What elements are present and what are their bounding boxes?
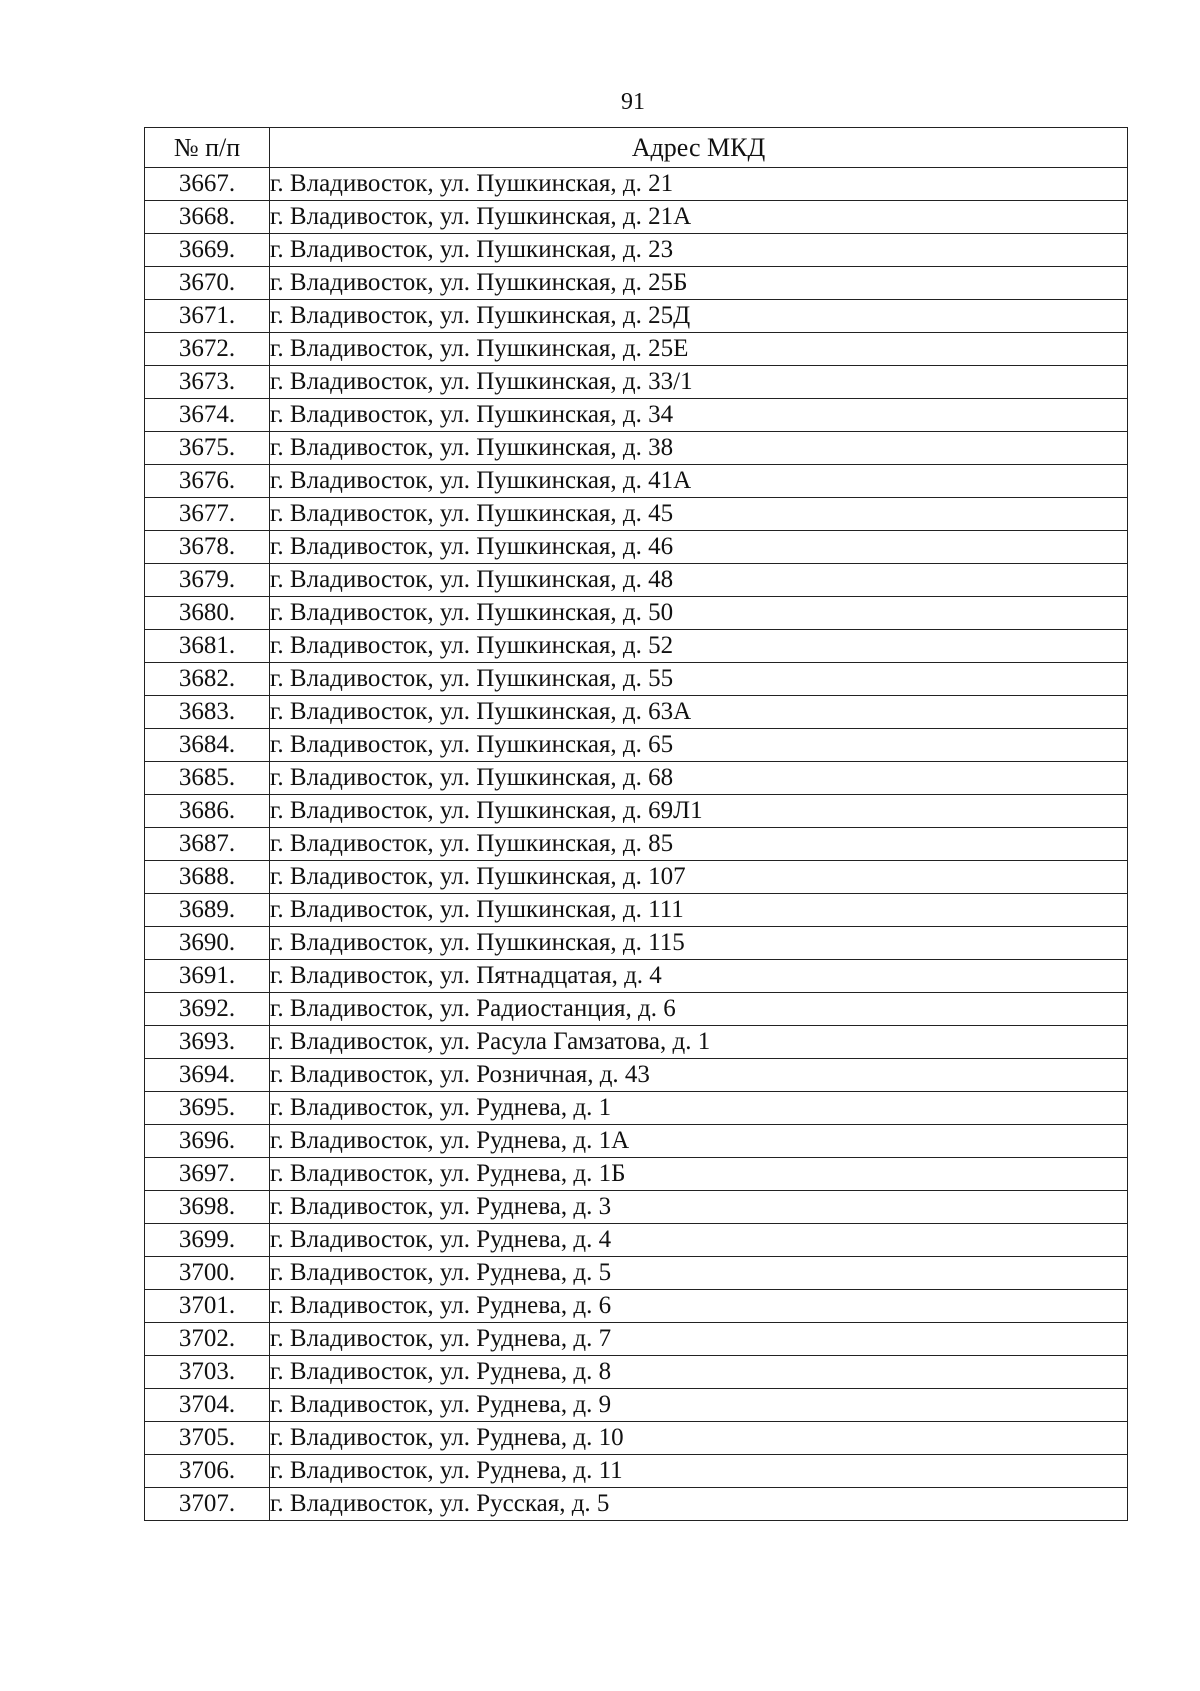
table-row <box>145 201 1128 234</box>
table-row <box>145 564 1128 597</box>
table-row <box>145 663 1128 696</box>
row-address: г. Владивосток, ул. Пушкинская, д. 65 <box>270 729 1128 762</box>
table-row <box>145 1158 1128 1191</box>
row-address: г. Владивосток, ул. Пушкинская, д. 50 <box>270 597 1128 630</box>
row-address: г. Владивосток, ул. Пушкинская, д. 85 <box>270 828 1128 861</box>
table-row <box>145 1125 1128 1158</box>
row-address: г. Владивосток, ул. Пушкинская, д. 25Е <box>270 333 1128 366</box>
table-row <box>145 465 1128 498</box>
table-row <box>145 1257 1128 1290</box>
row-address: г. Владивосток, ул. Руднева, д. 1Б <box>270 1158 1128 1191</box>
row-number: 3678. <box>145 531 270 564</box>
row-address: г. Владивосток, ул. Пушкинская, д. 46 <box>270 531 1128 564</box>
table-row <box>145 1455 1128 1488</box>
table-row <box>145 1323 1128 1356</box>
row-number: 3680. <box>145 597 270 630</box>
row-number: 3682. <box>145 663 270 696</box>
row-number: 3704. <box>145 1389 270 1422</box>
header-address: Адрес МКД <box>270 128 1128 168</box>
row-address: г. Владивосток, ул. Расула Гамзатова, д. 1 <box>270 1026 1128 1059</box>
table-row <box>145 993 1128 1026</box>
table-row <box>145 795 1128 828</box>
row-number: 3705. <box>145 1422 270 1455</box>
row-address: г. Владивосток, ул. Розничная, д. 43 <box>270 1059 1128 1092</box>
row-address: г. Владивосток, ул. Пушкинская, д. 21 <box>270 168 1128 201</box>
row-number: 3706. <box>145 1455 270 1488</box>
table-row <box>145 1191 1128 1224</box>
table-row <box>145 927 1128 960</box>
table-header-row <box>145 128 1128 168</box>
row-address: г. Владивосток, ул. Пушкинская, д. 48 <box>270 564 1128 597</box>
table-row <box>145 1290 1128 1323</box>
row-number: 3688. <box>145 861 270 894</box>
row-number: 3674. <box>145 399 270 432</box>
row-number: 3683. <box>145 696 270 729</box>
row-address: г. Владивосток, ул. Пушкинская, д. 69Л1 <box>270 795 1128 828</box>
row-address: г. Владивосток, ул. Руднева, д. 7 <box>270 1323 1128 1356</box>
row-number: 3701. <box>145 1290 270 1323</box>
row-number: 3692. <box>145 993 270 1026</box>
row-address: г. Владивосток, ул. Пушкинская, д. 55 <box>270 663 1128 696</box>
header-row-number: № п/п <box>145 128 270 168</box>
row-address: г. Владивосток, ул. Пушкинская, д. 111 <box>270 894 1128 927</box>
row-address: г. Владивосток, ул. Пятнадцатая, д. 4 <box>270 960 1128 993</box>
row-address: г. Владивосток, ул. Пушкинская, д. 45 <box>270 498 1128 531</box>
row-number: 3700. <box>145 1257 270 1290</box>
row-address: г. Владивосток, ул. Пушкинская, д. 63А <box>270 696 1128 729</box>
row-address: г. Владивосток, ул. Пушкинская, д. 107 <box>270 861 1128 894</box>
table-row <box>145 531 1128 564</box>
row-number: 3672. <box>145 333 270 366</box>
row-address: г. Владивосток, ул. Пушкинская, д. 41А <box>270 465 1128 498</box>
page-number: 91 <box>621 89 645 115</box>
table-row <box>145 1026 1128 1059</box>
row-address: г. Владивосток, ул. Руднева, д. 5 <box>270 1257 1128 1290</box>
row-address: г. Владивосток, ул. Пушкинская, д. 68 <box>270 762 1128 795</box>
row-number: 3696. <box>145 1125 270 1158</box>
row-number: 3679. <box>145 564 270 597</box>
row-address: г. Владивосток, ул. Пушкинская, д. 52 <box>270 630 1128 663</box>
table-row <box>145 432 1128 465</box>
row-address: г. Владивосток, ул. Русская, д. 5 <box>270 1488 1128 1521</box>
row-address: г. Владивосток, ул. Руднева, д. 6 <box>270 1290 1128 1323</box>
row-address: г. Владивосток, ул. Руднева, д. 10 <box>270 1422 1128 1455</box>
row-address: г. Владивосток, ул. Руднева, д. 9 <box>270 1389 1128 1422</box>
table-row <box>145 168 1128 201</box>
row-number: 3702. <box>145 1323 270 1356</box>
table-row <box>145 894 1128 927</box>
row-number: 3703. <box>145 1356 270 1389</box>
row-address: г. Владивосток, ул. Пушкинская, д. 21А <box>270 201 1128 234</box>
row-address: г. Владивосток, ул. Руднева, д. 11 <box>270 1455 1128 1488</box>
table-row <box>145 1389 1128 1422</box>
row-address: г. Владивосток, ул. Пушкинская, д. 25Б <box>270 267 1128 300</box>
row-number: 3676. <box>145 465 270 498</box>
table-row <box>145 597 1128 630</box>
row-number: 3687. <box>145 828 270 861</box>
row-number: 3677. <box>145 498 270 531</box>
row-address: г. Владивосток, ул. Пушкинская, д. 25Д <box>270 300 1128 333</box>
table-row <box>145 960 1128 993</box>
row-address: г. Владивосток, ул. Пушкинская, д. 23 <box>270 234 1128 267</box>
row-number: 3698. <box>145 1191 270 1224</box>
table-row <box>145 1092 1128 1125</box>
row-address: г. Владивосток, ул. Руднева, д. 3 <box>270 1191 1128 1224</box>
table-row <box>145 861 1128 894</box>
row-number: 3699. <box>145 1224 270 1257</box>
row-number: 3691. <box>145 960 270 993</box>
table-row <box>145 762 1128 795</box>
table-row <box>145 696 1128 729</box>
table-row <box>145 1224 1128 1257</box>
row-address: г. Владивосток, ул. Пушкинская, д. 115 <box>270 927 1128 960</box>
table-row <box>145 399 1128 432</box>
row-number: 3671. <box>145 300 270 333</box>
row-address: г. Владивосток, ул. Пушкинская, д. 33/1 <box>270 366 1128 399</box>
row-number: 3685. <box>145 762 270 795</box>
table-row <box>145 1422 1128 1455</box>
row-address: г. Владивосток, ул. Пушкинская, д. 34 <box>270 399 1128 432</box>
table-row <box>145 630 1128 663</box>
table-row <box>145 234 1128 267</box>
row-number: 3693. <box>145 1026 270 1059</box>
table-row <box>145 1488 1128 1521</box>
row-number: 3694. <box>145 1059 270 1092</box>
row-number: 3675. <box>145 432 270 465</box>
row-number: 3681. <box>145 630 270 663</box>
row-number: 3669. <box>145 234 270 267</box>
row-number: 3684. <box>145 729 270 762</box>
table-row <box>145 267 1128 300</box>
row-number: 3690. <box>145 927 270 960</box>
row-number: 3697. <box>145 1158 270 1191</box>
row-number: 3673. <box>145 366 270 399</box>
mkd-address-table <box>144 127 1128 1521</box>
row-address: г. Владивосток, ул. Руднева, д. 8 <box>270 1356 1128 1389</box>
row-number: 3668. <box>145 201 270 234</box>
table-row <box>145 729 1128 762</box>
table-row <box>145 300 1128 333</box>
row-address: г. Владивосток, ул. Пушкинская, д. 38 <box>270 432 1128 465</box>
row-address: г. Владивосток, ул. Радиостанция, д. 6 <box>270 993 1128 1026</box>
row-number: 3707. <box>145 1488 270 1521</box>
row-number: 3689. <box>145 894 270 927</box>
row-address: г. Владивосток, ул. Руднева, д. 1 <box>270 1092 1128 1125</box>
row-number: 3695. <box>145 1092 270 1125</box>
row-address: г. Владивосток, ул. Руднева, д. 4 <box>270 1224 1128 1257</box>
table-body <box>145 168 1128 1521</box>
row-address: г. Владивосток, ул. Руднева, д. 1А <box>270 1125 1128 1158</box>
table-row <box>145 1356 1128 1389</box>
row-number: 3670. <box>145 267 270 300</box>
table-row <box>145 333 1128 366</box>
row-number: 3686. <box>145 795 270 828</box>
table-row <box>145 1059 1128 1092</box>
table-row <box>145 828 1128 861</box>
table-row <box>145 366 1128 399</box>
table-row <box>145 498 1128 531</box>
row-number: 3667. <box>145 168 270 201</box>
